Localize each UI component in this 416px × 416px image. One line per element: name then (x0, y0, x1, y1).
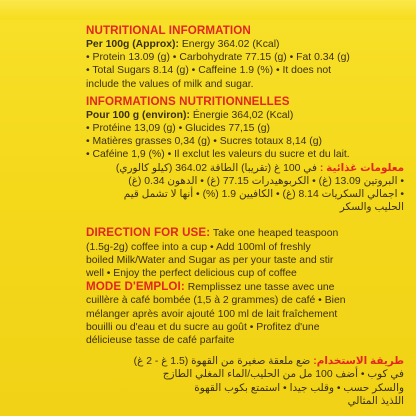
nutrition-heading-ar: معلومات غذائية : (319, 162, 404, 174)
directions-first-fr: Remplissez une tasse avec une (187, 282, 335, 294)
nutrition-energy-ar: في 100 غ (تقريبا) الطاقة 364.02 (كيلو كالوري) (115, 162, 317, 174)
nutrition-line1-ar (86, 162, 416, 175)
directions-line3-fr: mélanger après avoir ajouté 100 ml de lait fraîchement (86, 308, 338, 320)
nutrition-heading-fr: INFORMATIONS NUTRITIONNELLES (86, 94, 290, 108)
energy-fr: Énergie 364,02 (Kcal) (192, 109, 294, 121)
directions-line1-ar (86, 355, 416, 368)
per100-label-fr: Pour 100 g (environ): (86, 109, 190, 121)
nutrition-line4-ar: الحليب والسكر (339, 202, 404, 214)
directions-line2-ar: في كوب • أضف 100 مل من الحليب/الماء المغلي الطازج (162, 369, 404, 381)
directions-line4-ar: اللذيذ المثالي (347, 395, 404, 407)
per100-label-en: Per 100g (Approx): (86, 39, 179, 50)
directions-first-ar: ضع ملعقة صغيرة من القهوة (1.5 غ - 2 غ) (133, 356, 311, 368)
energy-en: Energy 364.02 (Kcal) (181, 39, 280, 50)
nutrition-line3-ar: • اجمالي السكريات 8.14 (غ) • الكافيين 1.9 (%) • أنها لا تشمل قيم (123, 189, 404, 201)
directions-line3-ar: والسكر حسب • وقلب جيدا • استمتع بكوب القهوة (194, 382, 404, 394)
nutrition-line2-en: • Total Sugars 8.14 (g) • Caffeine 1.9 (%) • It does not (86, 65, 332, 77)
nutrition-heading-en: NUTRITIONAL INFORMATION (86, 24, 251, 37)
nutrition-per100-fr (86, 109, 416, 122)
nutrition-line2-ar: • البروتين 13.09 (غ) • الكربوهيدرات 77.15 (غ) • الدهون 0.34 (غ) (128, 175, 404, 187)
top-edge (0, 0, 416, 20)
nutrition-line3-en: include the values of milk and sugar. (86, 78, 254, 90)
label-text-block (86, 24, 416, 408)
directions-line4-fr: bouilli ou d'eau et du sucre au goût • Profitez d'une (86, 321, 320, 333)
nutrition-line3-fr: • Caféine 1,9 (%) • Il exclut les valeurs du sucre et du lait. (86, 149, 350, 161)
directions-line2-en: (1.5g-2g) coffee into a cup • Add 100ml of freshly (86, 241, 311, 253)
directions-heading-en: DIRECTION FOR USE: (86, 226, 211, 240)
directions-line1-fr (86, 280, 416, 294)
directions-line4-en: well • Enjoy the perfect delicious cup of coffee (86, 268, 297, 280)
directions-line5-fr: délicieuse tasse de café parfaite (86, 335, 235, 347)
nutrition-line2-fr: • Matières grasses 0,34 (g) • Sucres totaux 8,14 (g) (86, 136, 322, 148)
directions-first-en: Take one heaped teaspoon (212, 228, 339, 240)
directions-heading-ar: طريقة الاستخدام: (313, 356, 404, 368)
nutrition-line1-fr: • Protéine 13,09 (g) • Glucides 77,15 (g) (86, 123, 271, 135)
directions-line2-fr: cuillère à café bombée (1,5 à 2 grammes) de café • Bien (86, 295, 346, 307)
directions-line3-en: boiled Milk/Water and Sugar as per your taste and stir (86, 254, 334, 266)
nutrition-per100-en (86, 38, 416, 51)
nutrition-line1-en: • Protein 13.09 (g) • Carbohydrate 77.15 (g) • Fat 0.34 (g) (86, 52, 350, 64)
directions-line1-en (86, 226, 416, 240)
directions-heading-fr: MODE D'EMPLOI: (86, 280, 185, 294)
